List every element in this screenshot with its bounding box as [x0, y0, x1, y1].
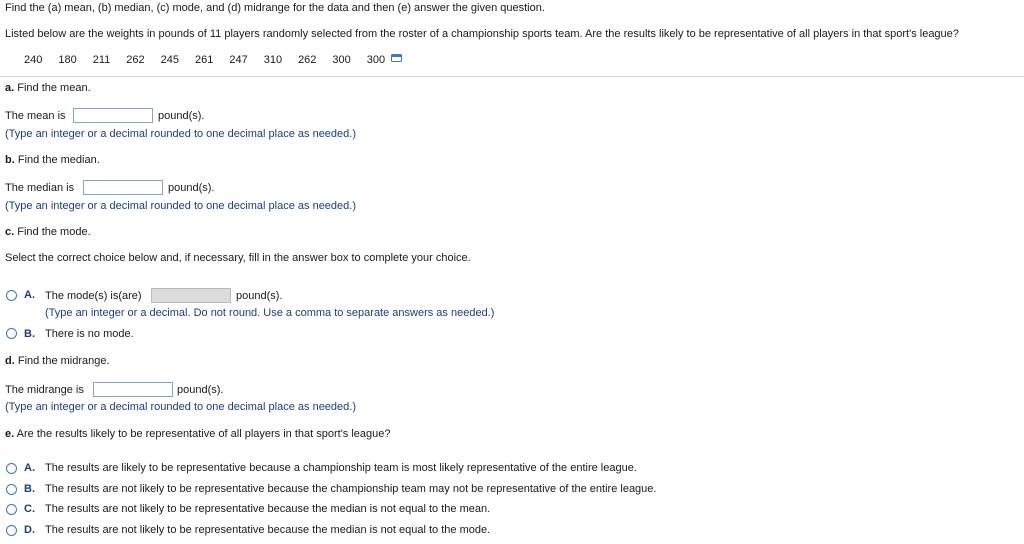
part-d-heading-text: Find the midrange.: [17, 355, 110, 367]
data-value: 180: [58, 54, 77, 66]
representative-option-d-letter: D.: [24, 524, 35, 536]
part-b-heading-text: Find the median.: [17, 154, 100, 166]
median-hint: (Type an integer or a decimal rounded to one decimal place as needed.): [5, 200, 356, 212]
mode-option-b-letter: B.: [24, 328, 35, 340]
midrange-unit: pound(s).: [177, 384, 224, 396]
median-unit: pound(s).: [168, 182, 215, 194]
part-c-letter: c.: [5, 226, 15, 238]
data-value: 240: [24, 54, 43, 66]
data-value: 247: [229, 54, 248, 66]
data-values-row: [24, 54, 402, 66]
median-input[interactable]: [83, 180, 163, 195]
mode-option-a-label: The mode(s) is(are): [45, 290, 142, 302]
mode-instruction: Select the correct choice below and, if necessary, fill in the answer box to complete your choice.: [5, 252, 471, 264]
representative-option-a-letter: A.: [24, 462, 35, 474]
midrange-label: The midrange is: [5, 384, 84, 396]
part-d-letter: d.: [5, 355, 15, 367]
data-value: 261: [194, 54, 214, 66]
representative-option-c-letter: C.: [24, 503, 35, 515]
mode-option-b-radio[interactable]: [6, 328, 17, 339]
representative-option-c-text: The results are not likely to be representative because the median is not equal to the mean.: [45, 503, 491, 515]
mean-hint: (Type an integer or a decimal rounded to one decimal place as needed.): [5, 128, 356, 140]
data-value: 300: [366, 54, 386, 66]
instructions-text: Find the (a) mean, (b) median, (c) mode, and (d) midrange for the data and then (e) answer the given question.: [5, 2, 545, 14]
data-value: 310: [263, 54, 283, 66]
part-a-letter: a.: [5, 82, 15, 94]
divider: [0, 76, 1024, 77]
part-a-heading: [5, 82, 91, 94]
mode-input[interactable]: [151, 288, 231, 303]
representative-option-a-text: The results are likely to be representative because a championship team is most likely representative of the entire league.: [45, 462, 637, 474]
representative-option-a-radio[interactable]: [6, 463, 17, 474]
part-e-letter: e.: [5, 428, 15, 440]
representative-option-b-radio[interactable]: [6, 484, 17, 495]
mode-option-a-radio[interactable]: [6, 290, 17, 301]
median-label: The median is: [5, 182, 75, 194]
data-value: 262: [298, 54, 317, 66]
part-b-letter: b.: [5, 154, 15, 166]
mean-label: The mean is: [5, 110, 66, 122]
midrange-input[interactable]: [93, 382, 173, 397]
representative-option-b-text: The results are not likely to be representative because the championship team may not be representative of the entire league.: [45, 483, 657, 495]
mean-unit: pound(s).: [158, 110, 205, 122]
data-value: 300: [332, 54, 351, 66]
representative-option-b-letter: B.: [24, 483, 35, 495]
data-value: 211: [92, 54, 111, 66]
representative-option-c-radio[interactable]: [6, 504, 17, 515]
mode-option-a-letter: A.: [24, 289, 35, 301]
mode-unit: pound(s).: [236, 290, 283, 302]
representative-option-d-text: The results are not likely to be representative because the median is not equal to the mode.: [45, 524, 491, 536]
representative-option-d-radio[interactable]: [6, 525, 17, 536]
part-b-heading: [5, 154, 100, 166]
midrange-hint: (Type an integer or a decimal rounded to one decimal place as needed.): [5, 401, 356, 413]
mode-option-b-label: There is no mode.: [45, 328, 134, 340]
mode-hint: (Type an integer or a decimal. Do not round. Use a comma to separate answers as needed.): [45, 307, 495, 319]
part-c-heading-text: Find the mode.: [17, 226, 91, 238]
mean-input[interactable]: [73, 108, 153, 123]
part-a-heading-text: Find the mean.: [17, 82, 91, 94]
part-e-heading-text: Are the results likely to be representative of all players in that sport's league?: [16, 428, 391, 440]
part-d-heading: [5, 355, 110, 367]
part-c-heading: [5, 226, 91, 238]
data-value: 245: [160, 54, 179, 66]
data-value: 262: [126, 54, 145, 66]
problem-prompt: Listed below are the weights in pounds of 11 players randomly selected from the roster of a championship sports team. Are the results likely to be representative of all players in that sport's league?: [5, 28, 959, 40]
copy-data-icon[interactable]: [391, 54, 402, 66]
part-e-heading: [5, 428, 391, 440]
